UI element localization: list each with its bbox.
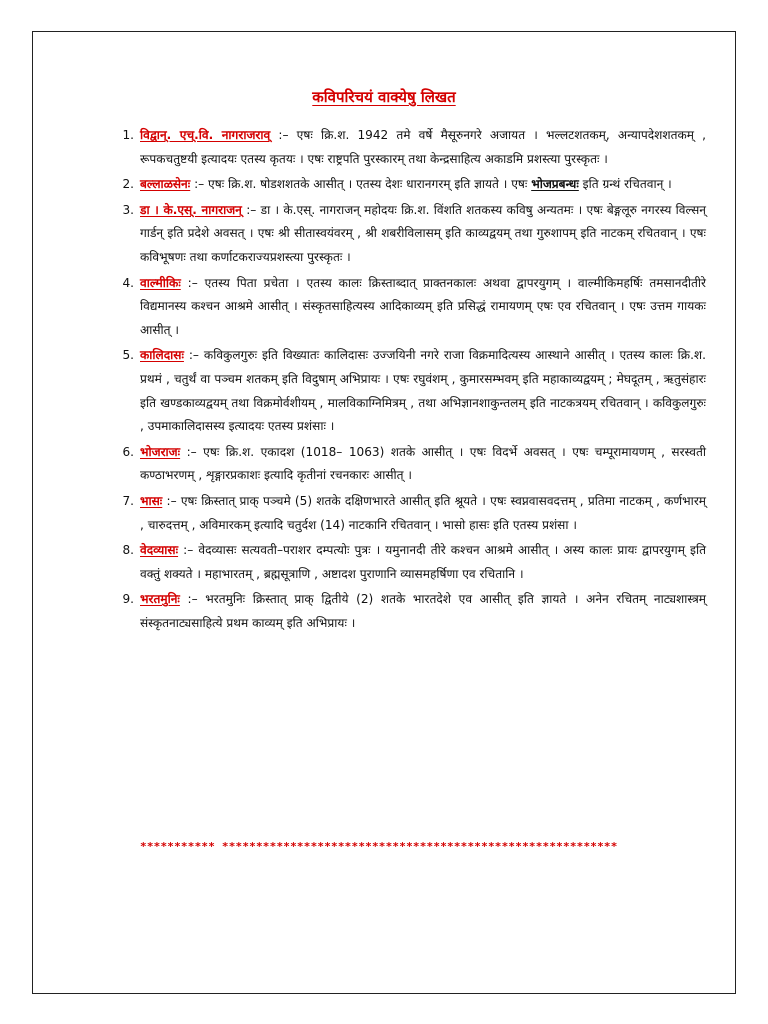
poet-description: :– डा । के.एस्. नागराजन् महोदयः क्रि.श. विंशति शतकस्य कविषु अन्यतमः । एषः बेङ्गलूरु नगरस्य विल्सन् गार्डन् इति प्रदेशे अवसत् । एषः श्री सीतास्वयंवरम् , श्री शबरीविलासम् इति काव्यद्वयम् तथा गुरुशापम् इति नाटकम् रचितवान् । एषः कविभूषणः तथा कर्णाटकराज्यप्रशस्त्या पुरस्कृतः ।: [140, 202, 706, 264]
star-divider: *********** **********************************************************: [140, 840, 618, 853]
poet-name: भरतमुनिः: [140, 592, 180, 607]
list-item: [122, 588, 706, 635]
poet-list: [108, 124, 706, 637]
item-number: 7.: [122, 493, 134, 508]
poet-description: :– कविकुलगुरुः इति विख्यातः कालिदासः उज्जयिनी नगरे राजा विक्रमादित्यस्य आस्थाने आसीत् । एतस्य कालः क्रि.श. प्रथमं , चतुर्थं वा पञ्चम शतकम् इति विदुषाम् अभिप्रायः । एषः रघुवंशम् , कुमारसम्भवम् इति महाकाव्यद्वयम् ; मेघदूतम् , ऋतुसंहारः इति खण्डकाव्यद्वयम् तथा विक्रमोर्वशीयम् , मालविकाग्निमित्रम् , तथा अभिज्ञानशाकुन्तलम् इति नाटकत्रयम् रचितवान् । कविकुलगुरुः , उपमाकालिदासस्य इत्यादयः एतस्य प्रशंसाः ।: [140, 348, 706, 434]
poet-description: :– एषः क्रि.श. एकादश (1018– 1063) शतके आसीत् । एषः विदर्भे अवसत् । एषः चम्पूरामायणम् , सरस्वती कण्ठाभरणम् , शृङ्गारप्रकाशः इत्यादि कृतीनां रचनकारः आसीत् ।: [140, 444, 706, 483]
item-number: 5.: [122, 348, 134, 363]
work-title: भोजप्रबन्धः: [531, 177, 579, 192]
poet-description: :– एषः क्रि.श. 1942 तमे वर्षे मैसूरुनगरे अजायत । भल्लटशतकम्, अन्यापदेशशतकम् , रूपकचतुष्टयी इत्यादयः एतस्य कृतयः । एषः राष्ट्रपति पुरस्कारम् तथा केन्द्रसाहित्य अकाडमि प्रशस्त्या पुरस्कृतः ।: [140, 128, 707, 166]
list-item: [122, 272, 706, 343]
item-number: 8.: [122, 543, 134, 558]
poet-description: :– वेदव्यासः सत्यवती–पराशर दम्पत्योः पुत्रः । यमुनानदी तीरे कश्चन आश्रमे आसीत् । अस्य कालः प्रायः द्वापरयुगम् इति वक्तुं शक्यते । महाभारतम् , ब्रह्मसूत्राणि , अष्टादश पुराणानि व्यासमहर्षिणा एव रचितानि ।: [140, 543, 706, 581]
item-number: 4.: [122, 275, 134, 290]
poet-name: भोजराजः: [140, 444, 181, 459]
poet-name: भासः: [140, 493, 163, 508]
list-item: [122, 124, 707, 171]
list-item: [122, 344, 706, 438]
list-item: [122, 199, 706, 270]
item-number: 2.: [122, 177, 134, 192]
list-item: [122, 490, 706, 537]
poet-name: बल्लाळसेनः: [140, 177, 191, 192]
page-title: [0, 87, 768, 107]
list-item: [122, 441, 706, 488]
poet-name: विद्वान्. एच्.वि. नागराजराव्: [140, 128, 271, 142]
item-number: 3.: [122, 202, 134, 217]
poet-description: :– एषः क्रिस्तात् प्राक् पञ्चमे (5) शतके दक्षिणभारते आसीत् इति श्रूयते । एषः स्वप्नवासवदत्तम् , प्रतिमा नाटकम् , कर्णभारम् , चारुदत्तम् , अविमारकम् इत्यादि चतुर्दश (14) नाटकानि रचितवान् । भासो हासः इति एतस्य प्रशंसा ।: [140, 493, 706, 532]
poet-description: :– भरतमुनिः क्रिस्तात् प्राक् द्वितीये (2) शतके भारतदेशे एव आसीत् इति ज्ञायते । अनेन रचितम् नाट्यशास्त्रम् संस्कृतनाट्यसाहित्ये प्रथम काव्यम् इति अभिप्रायः ।: [140, 592, 706, 630]
poet-name: वाल्मीकिः: [140, 275, 181, 290]
poet-description-tail: इति ग्रन्थं रचितवान् ।: [578, 177, 672, 192]
poet-name: कालिदासः: [140, 348, 184, 363]
poet-name: वेदव्यासः: [140, 543, 179, 558]
list-item: [122, 539, 706, 586]
poet-name: डा । के.एस्. नागराजन्: [140, 202, 242, 217]
poet-description: :– एतस्य पिता प्रचेता । एतस्य कालः क्रिस्ताब्दात् प्राक्तनकालः अथवा द्वापरयुगम् । वाल्मीकिमहर्षिः तमसानदीतीरे विद्यमानस्य कश्चन आश्रमे आसीत् । संस्कृतसाहित्यस्य आदिकाव्यम् इति प्रसिद्धं रामायणम् एषः एव रचितवान् । एषः उत्तम गायकः आसीत् ।: [140, 275, 706, 337]
item-number: 1.: [122, 128, 134, 142]
item-number: 6.: [122, 444, 134, 459]
poet-description: :– एषः क्रि.श. षोडशशतके आसीत् । एतस्य देशः धारानगरम् इति ज्ञायते । एषः: [190, 177, 532, 192]
item-number: 9.: [122, 592, 134, 607]
list-item: [122, 173, 706, 197]
title-text: कविपरिचयं वाक्येषु लिखत: [312, 88, 456, 106]
